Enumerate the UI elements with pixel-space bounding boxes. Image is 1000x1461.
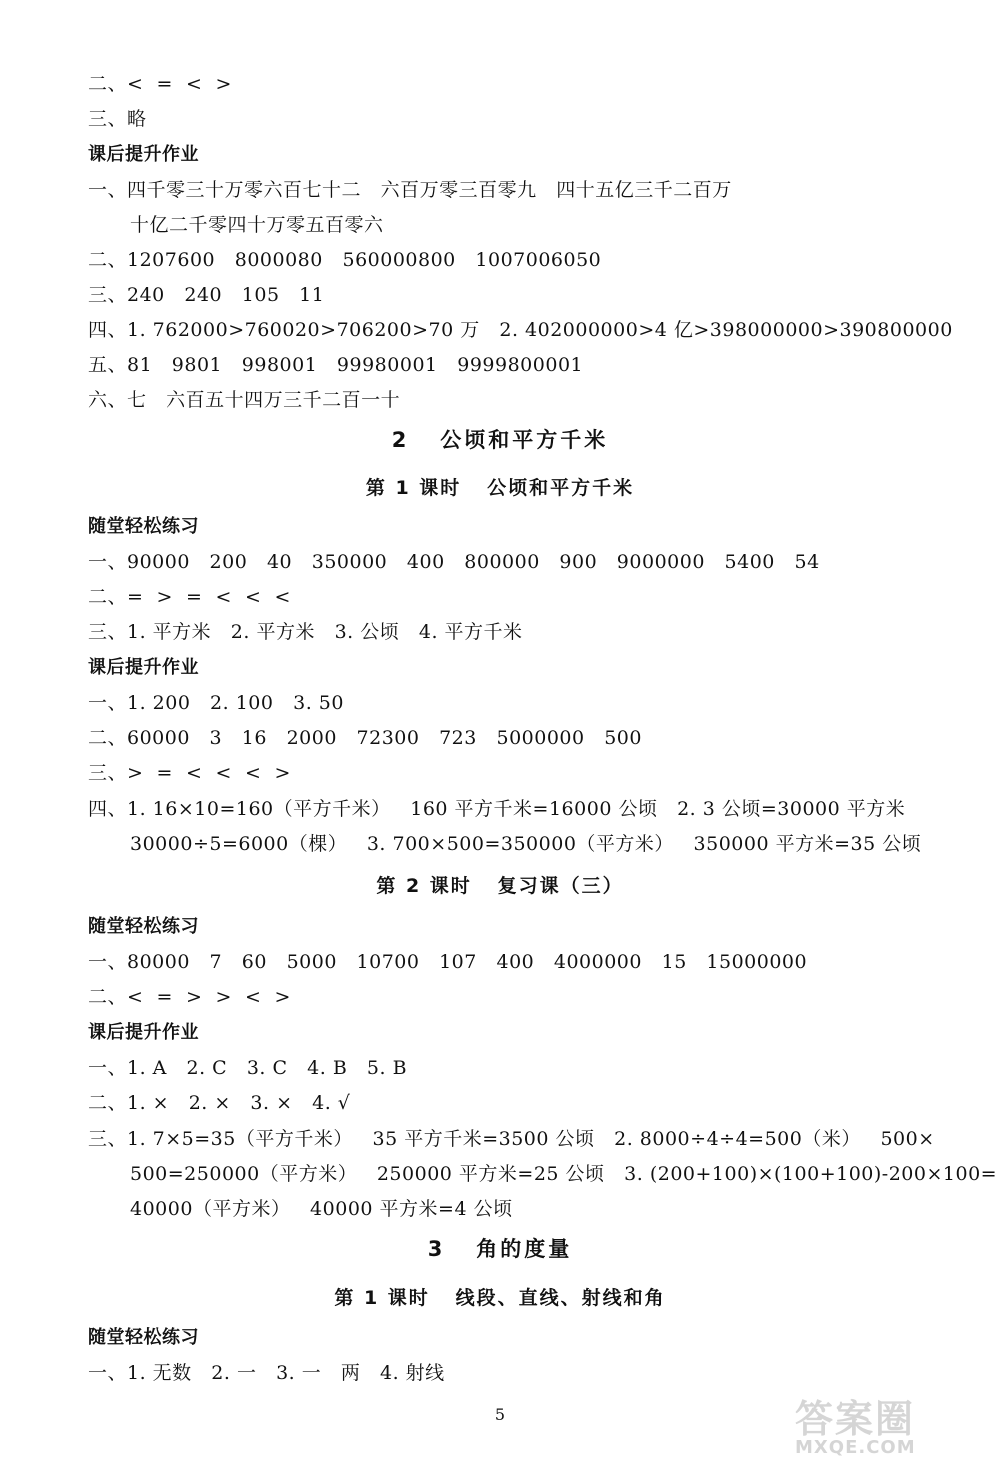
answer-line: 一、1. 无数 2. 一 3. 一 两 4. 射线 bbox=[88, 1362, 445, 1384]
answer-line: 二、1207600 8000080 560000800 1007006050 bbox=[88, 249, 602, 271]
answer-line: 30000÷5=6000（棵） 3. 700×500=350000（平方米） 350000 平方米=35 公顷 bbox=[130, 833, 922, 855]
lesson-heading: 第 1 课时 线段、直线、射线和角 bbox=[334, 1287, 666, 1309]
answer-line: 一、1. A 2. C 3. C 4. B 5. B bbox=[88, 1057, 408, 1079]
section-label: 课后提升作业 bbox=[88, 144, 199, 165]
answer-line: 二、< = < > bbox=[88, 73, 232, 95]
answer-line: 一、1. 200 2. 100 3. 50 bbox=[88, 692, 344, 714]
answer-line: 十亿二千零四十万零五百零六 bbox=[130, 214, 384, 236]
answer-line: 一、90000 200 40 350000 400 800000 900 9000000 5400 54 bbox=[88, 551, 820, 573]
answer-line: 500=250000（平方米） 250000 平方米=25 公顷 3. (200+100)×(100+100)-200×100= bbox=[130, 1163, 998, 1185]
answer-line: 三、1. 7×5=35（平方千米） 35 平方千米=3500 公顷 2. 8000÷4÷4=500（米） 500× bbox=[88, 1128, 935, 1150]
answer-line: 二、< = > > < > bbox=[88, 986, 291, 1008]
answer-line: 一、四千零三十万零六百七十二 六百万零三百零九 四十五亿三千二百万 bbox=[88, 179, 732, 201]
answer-line: 三、> = < < < > bbox=[88, 762, 291, 784]
answer-line: 一、80000 7 60 5000 10700 107 400 4000000 15 15000000 bbox=[88, 951, 808, 973]
lesson-heading: 第 1 课时 公顷和平方千米 bbox=[365, 477, 635, 499]
section-label: 随堂轻松练习 bbox=[88, 916, 199, 937]
section-label: 课后提升作业 bbox=[88, 1022, 199, 1043]
page-number: 5 bbox=[494, 1405, 506, 1424]
answer-line: 三、略 bbox=[88, 108, 147, 130]
watermark-logo bbox=[795, 1388, 995, 1458]
unit-heading: 3 角的度量 bbox=[427, 1237, 573, 1261]
answer-line: 二、60000 3 16 2000 72300 723 5000000 500 bbox=[88, 727, 642, 749]
section-label: 随堂轻松练习 bbox=[88, 516, 199, 537]
answer-line: 二、1. × 2. × 3. × 4. √ bbox=[88, 1092, 351, 1114]
answer-line: 二、= > = < < < bbox=[88, 586, 291, 608]
answer-line: 四、1. 762000>760020>706200>70 万 2. 402000000>4 亿>398000000>390800000 bbox=[88, 319, 953, 341]
answer-line: 六、七 六百五十四万三千二百一十 bbox=[88, 389, 401, 411]
watermark-title: 答案圈 bbox=[795, 1397, 916, 1441]
watermark-url: MXQE.COM bbox=[795, 1437, 916, 1458]
answer-line: 三、240 240 105 11 bbox=[88, 284, 325, 306]
section-label: 课后提升作业 bbox=[88, 657, 199, 678]
unit-heading: 2 公顷和平方千米 bbox=[391, 428, 609, 452]
section-label: 随堂轻松练习 bbox=[88, 1327, 199, 1348]
answer-line: 五、81 9801 998001 99980001 9999800001 bbox=[88, 354, 584, 376]
answer-line: 三、1. 平方米 2. 平方米 3. 公顷 4. 平方千米 bbox=[88, 621, 523, 643]
answer-line: 40000（平方米） 40000 平方米=4 公顷 bbox=[130, 1198, 513, 1220]
lesson-heading: 第 2 课时 复习课（三） bbox=[376, 875, 624, 897]
answer-line: 四、1. 16×10=160（平方千米） 160 平方千米=16000 公顷 2. 3 公顷=30000 平方米 bbox=[88, 798, 906, 820]
